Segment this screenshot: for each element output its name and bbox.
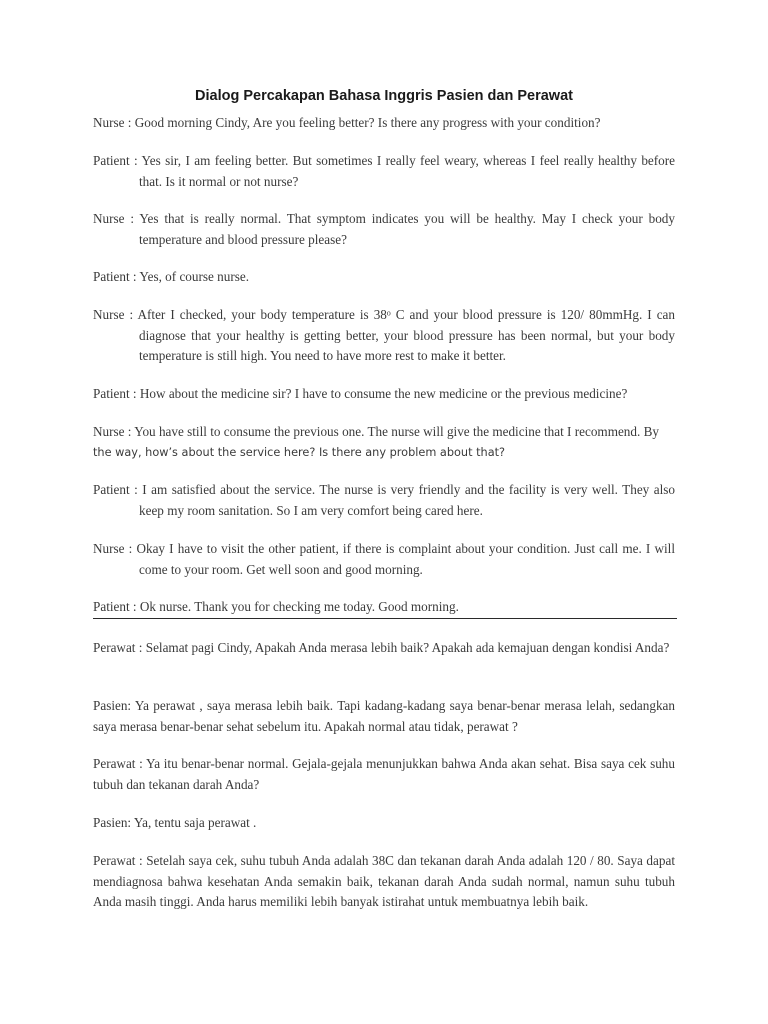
dialog-line-patient-4: Patient : I am satisfied about the service. The nurse is very friendly and the facility is very well. They also keep my room sanitation. So I am very comfort being cared here. xyxy=(93,482,675,518)
dialog-line-patient-5: Patient : Ok nurse. Thank you for checking me today. Good morning. xyxy=(93,599,459,614)
dialog-line-nurse-4-first: Nurse : You have still to consume the previous one. The nurse will give the medicine that I recommend. By xyxy=(93,424,659,439)
dialog-line-pasien-2: Pasien: Ya, tentu saja perawat . xyxy=(93,815,257,830)
dialog-line-perawat-1: Perawat : Selamat pagi Cindy, Apakah Anda merasa lebih baik? Apakah ada kemajuan dengan kondisi Anda? xyxy=(93,640,670,655)
dialog-line-patient-2: Patient : Yes, of course nurse. xyxy=(93,269,250,284)
dialog-line-perawat-3: Perawat : Setelah saya cek, suhu tubuh Anda adalah 38C dan tekanan darah Anda adalah 120 / 80. Saya dapat mendiagnosa bahwa kesehatan Anda semakin baik, tekanan darah Anda sudah normal, namun suhu tubuh Anda masih tinggi. Anda harus memiliki lebih banyak istirahat untuk membuatnya lebih baik. xyxy=(93,853,675,909)
dialog-line-patient-3: Patient : How about the medicine sir? I have to consume the new medicine or the previous medicine? xyxy=(93,386,628,401)
dialog-line-nurse-4 xyxy=(93,422,675,463)
dialog-line-nurse-1: Nurse : Good morning Cindy, Are you feeling better? Is there any progress with your condition? xyxy=(93,115,601,130)
dialog-line-pasien-1: Pasien: Ya perawat , saya merasa lebih baik. Tapi kadang-kadang saya benar-benar merasa lelah, sedangkan saya merasa benar-benar sehat sebelum itu. Apakah normal atau tidak, perawat ? xyxy=(93,698,675,734)
dialog-line-nurse-2: Nurse : Yes that is really normal. That symptom indicates you will be healthy. May I check your body temperature and blood pressure please? xyxy=(93,211,675,247)
document-title: Dialog Percakapan Bahasa Inggris Pasien dan Perawat xyxy=(195,88,573,104)
dialog-line-patient-1: Patient : Yes sir, I am feeling better. But sometimes I really feel weary, whereas I feel really healthy before that. Is it normal or not nurse? xyxy=(93,153,675,189)
section-divider xyxy=(93,618,677,619)
dialog-line-perawat-2: Perawat : Ya itu benar-benar normal. Gejala-gejala menunjukkan bahwa Anda akan sehat. Bisa saya cek suhu tubuh dan tekanan darah Anda? xyxy=(93,756,675,792)
dialog-line-nurse-3: Nurse : After I checked, your body temperature is 38ᵒ C and your blood pressure is 120/ 80mmHg. I can diagnose that your healthy is getting better, your blood pressure has been normal, but your body temperature is still high. You need to have more rest to make it better. xyxy=(93,307,675,363)
dialog-line-nurse-4-second: the way, how’s about the service here? Is there any problem about that? xyxy=(93,445,506,459)
dialog-line-nurse-5: Nurse : Okay I have to visit the other patient, if there is complaint about your condition. Just call me. I will come to your room. Get well soon and good morning. xyxy=(93,541,675,577)
